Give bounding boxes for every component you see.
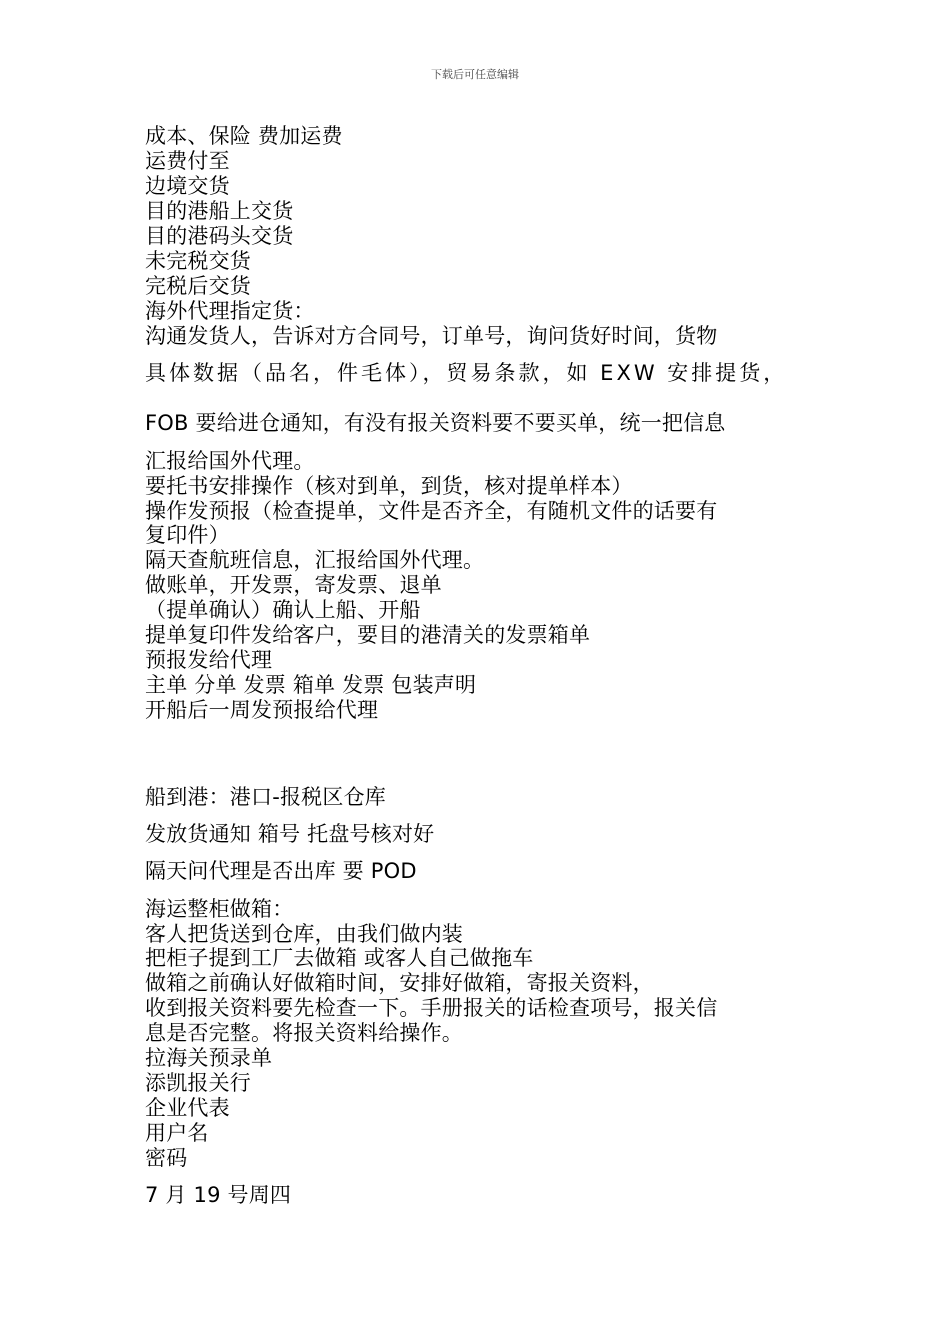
text-line: 汇报给国外代理。 [145,449,315,473]
text-line: 海外代理指定货： [145,299,315,323]
page-header: 下载后可任意编辑 [431,68,519,81]
text-line: （提单确认）确认上船、开船 [145,598,421,622]
text-line: 密码 [145,1146,188,1170]
text-line: 具体数据（品名，件毛体），贸易条款，如 EXW 安排提货， [145,361,788,385]
text-line: 企业代表 [145,1096,230,1120]
text-line: 7 月 19 号周四 [145,1183,292,1207]
text-line: 目的港码头交货 [145,224,294,248]
text-line: 复印件） [145,523,230,547]
text-line: 添凯报关行 [145,1071,251,1095]
text-line: 完税后交货 [145,274,251,298]
text-line: 客人把货送到仓库，由我们做内装 [145,922,463,946]
text-line: 开船后一周发预报给代理 [145,698,379,722]
text-line: 隔天查航班信息，汇报给国外代理。 [145,548,485,572]
text-line: 息是否完整。将报关资料给操作。 [145,1021,463,1045]
text-line: 拉海关预录单 [145,1046,273,1070]
text-line: 做账单，开发票，寄发票、退单 [145,573,442,597]
text-line: 目的港船上交货 [145,199,294,223]
text-line: 主单 分单 发票 箱单 发票 包装声明 [145,673,477,697]
text-line: 未完税交货 [145,249,251,273]
text-line: 操作发预报（检查提单，文件是否齐全，有随机文件的话要有 [145,499,718,523]
text-line: 提单复印件发给客户，要目的港清关的发票箱单 [145,623,591,647]
text-line: 预报发给代理 [145,648,273,672]
text-line: 边境交货 [145,174,230,198]
text-line: 用户名 [145,1121,209,1145]
text-line: 要托书安排操作（核对到单，到货，核对提单样本） [145,474,633,498]
text-line: FOB 要给进仓通知，有没有报关资料要不要买单，统一把信息 [145,411,726,435]
text-line: 运费付至 [145,149,230,173]
text-line: 做箱之前确认好做箱时间，安排好做箱，寄报关资料， [145,971,654,995]
text-line: 发放货通知 箱号 托盘号核对好 [145,822,435,846]
text-line: 海运整柜做箱： [145,897,294,921]
text-line: 收到报关资料要先检查一下。手册报关的话检查项号，报关信 [145,996,718,1020]
text-line: 船到港：港口-报税区仓库 [145,785,386,809]
text-line: 沟通发货人，告诉对方合同号，订单号，询问货好时间，货物 [145,324,718,348]
text-line: 隔天问代理是否出库 要 POD [145,859,417,883]
text-line: 成本、保险 费加运费 [145,124,343,148]
text-line: 把柜子提到工厂去做箱 或客人自己做拖车 [145,946,534,970]
